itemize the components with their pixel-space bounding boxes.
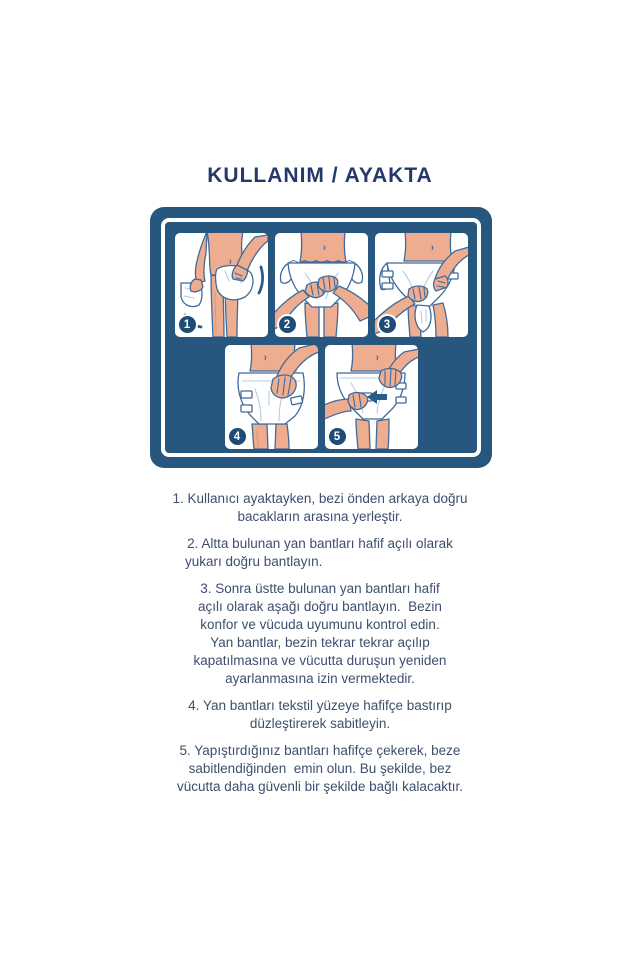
step-2-number-badge: 2 — [277, 314, 298, 335]
instruction-line: 1. Kullanıcı ayaktayken, bezi önden arkaya doğru — [172, 491, 468, 506]
step-1-card — [175, 233, 268, 337]
instruction-line: ayarlanmasına izin vermektedir. — [225, 671, 415, 686]
instruction-step-2 — [140, 535, 500, 571]
steps-row-2 — [225, 345, 418, 449]
steps-cards — [150, 207, 492, 468]
step-4-card — [225, 345, 318, 449]
steps-diagram-panel — [150, 207, 492, 468]
instruction-line: 2. Altta bulunan yan bantları hafif açılı olarak — [187, 536, 453, 551]
instruction-line: açılı olarak aşağı doğru bantlayın. Bezin — [198, 599, 442, 614]
step-2-card — [275, 233, 368, 337]
instruction-line: 3. Sonra üstte bulunan yan bantları hafif — [200, 581, 440, 596]
instruction-line: Yan bantlar, bezin tekrar tekrar açılıp — [210, 635, 430, 650]
steps-row-1 — [175, 233, 468, 337]
instruction-step-5 — [140, 742, 500, 796]
step-3-number-badge: 3 — [377, 314, 398, 335]
step-5-card — [325, 345, 418, 449]
instruction-step-1 — [140, 490, 500, 526]
instruction-line: kapatılmasına ve vücutta duruşun yeniden — [193, 653, 447, 668]
instruction-line: bacakların arasına yerleştir. — [237, 509, 403, 524]
instruction-line: sabitlendiğinden emin olun. Bu şekilde, bez — [188, 761, 452, 776]
instruction-line: 5. Yapıştırdığınız bantları hafifçe çekerek, beze — [179, 743, 461, 758]
instruction-line: düzleştirerek sabitleyin. — [249, 716, 391, 731]
instructions-list — [140, 490, 500, 805]
step-5-number-badge: 5 — [327, 426, 348, 447]
instruction-line: konfor ve vücuda uyumunu kontrol edin. — [200, 617, 440, 632]
instruction-step-4 — [140, 697, 500, 733]
instruction-step-3 — [140, 580, 500, 688]
page-title: KULLANIM / AYAKTA — [207, 164, 433, 187]
step-3-card — [375, 233, 468, 337]
step-4-number-badge: 4 — [227, 426, 248, 447]
instruction-line: 4. Yan bantları tekstil yüzeye hafifçe bastırıp — [188, 698, 452, 713]
instruction-line: yukarı doğru bantlayın. — [185, 554, 323, 569]
instruction-line: vücutta daha güvenli bir şekilde bağlı kalacaktır. — [177, 779, 463, 794]
step-1-number-badge: 1 — [177, 314, 198, 335]
